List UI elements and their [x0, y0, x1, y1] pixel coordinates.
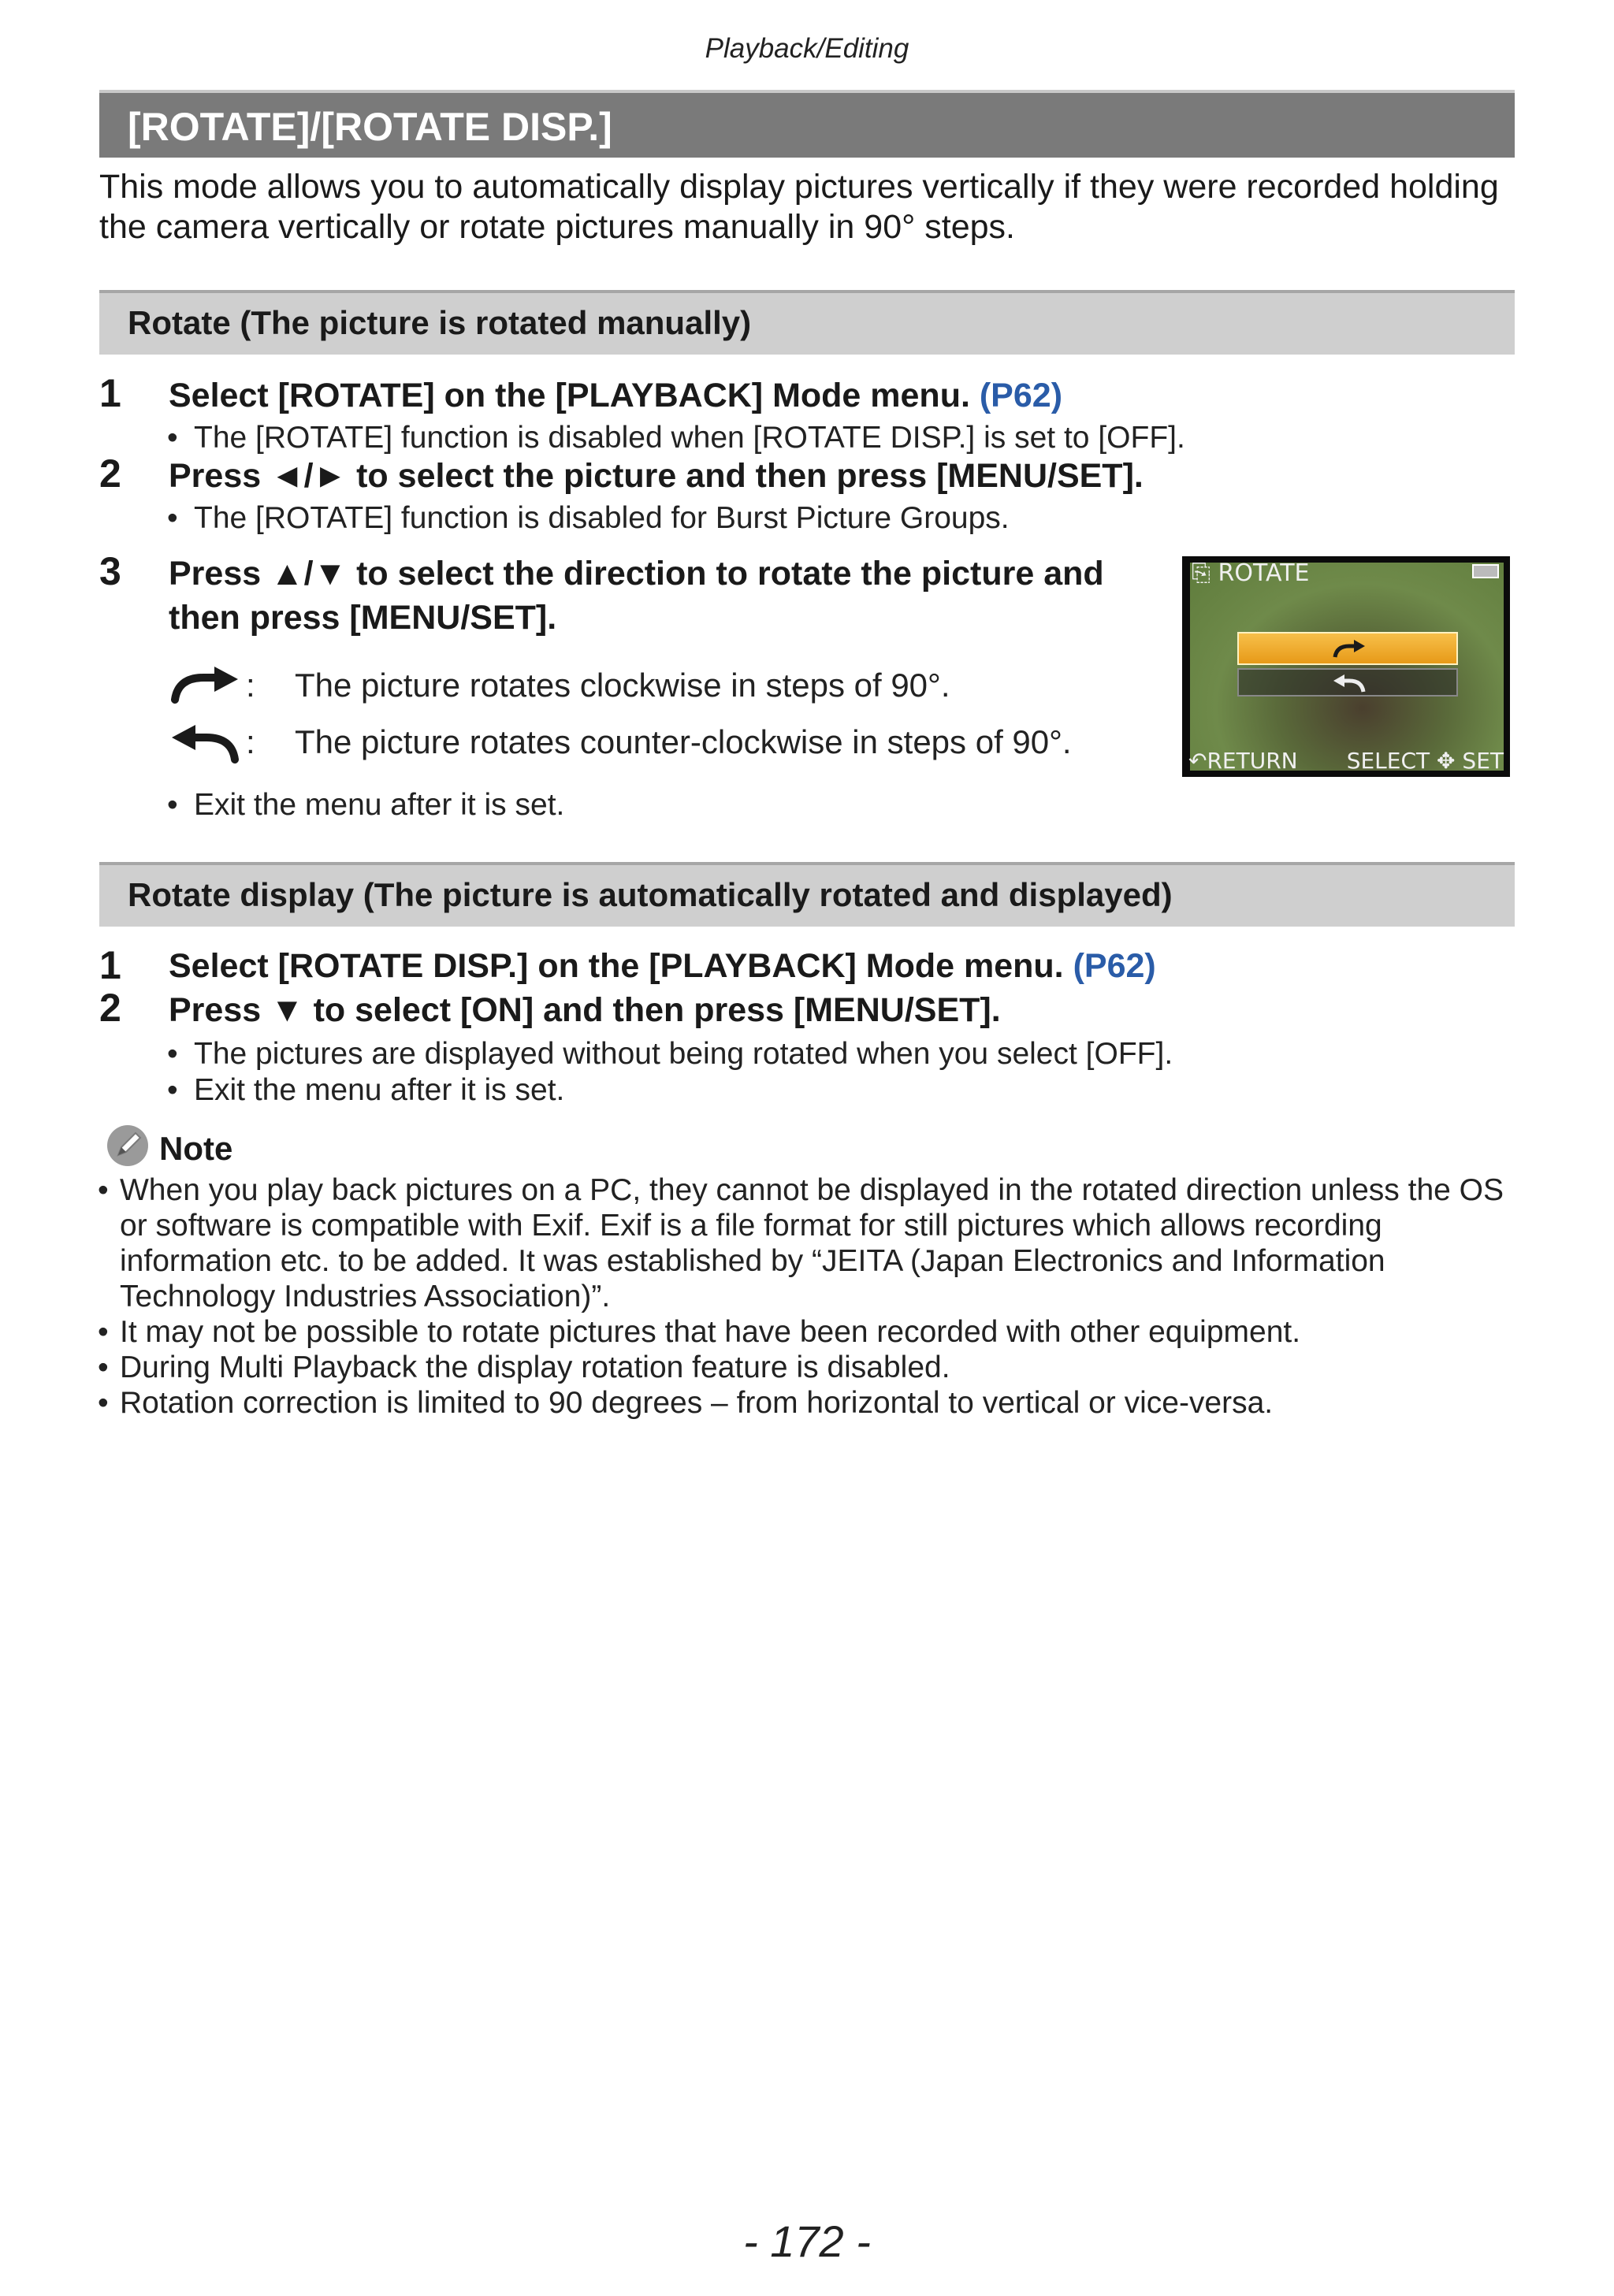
note-list: [98, 1172, 1516, 1421]
intro-paragraph: This mode allows you to automatically display pictures vertically if they were recorded holding the camera vertically or rotate pictures manually in 90° steps.: [99, 168, 1499, 246]
note-item: • During Multi Playback the display rotation feature is disabled.: [98, 1350, 950, 1384]
dpad-icon: ✥: [1437, 748, 1456, 774]
symbol-row-clockwise: : The picture rotates clockwise in steps of 90°.: [169, 667, 1177, 706]
page-number: - 172 -: [743, 2216, 871, 2266]
note-label: Note: [159, 1130, 233, 1167]
step-number: 3: [99, 549, 121, 593]
step-number: 2: [99, 451, 121, 496]
step-note: • The [ROTATE] function is disabled for Burst Picture Groups.: [167, 501, 1010, 535]
section-heading-rotate-display: [99, 862, 1515, 927]
step-instruction: Press ▲/▼ to select the direction to rotate the picture and then press [MENU/SET].: [169, 555, 1104, 637]
section-heading-rotate: [99, 290, 1515, 355]
step-instruction: Press ▼ to select [ON] and then press [MENU/SET].: [169, 991, 1001, 1029]
menu-option-counterclockwise: [1237, 668, 1458, 697]
symbol-row-counterclockwise: : The picture rotates counter-clockwise in steps of 90°.: [169, 723, 1177, 763]
step-note: • Exit the menu after it is set.: [167, 1073, 565, 1107]
page-reference-link[interactable]: (P62): [979, 377, 1063, 414]
step-instruction: Select [ROTATE DISP.] on the [PLAYBACK] Mode menu. (P62): [169, 947, 1156, 985]
menu-option-clockwise: [1237, 632, 1458, 665]
step-instruction: Select [ROTATE] on the [PLAYBACK] Mode menu. (P62): [169, 377, 1063, 414]
note-item: • Rotation correction is limited to 90 degrees – from horizontal to vertical or vice-versa.: [98, 1386, 1274, 1420]
note-item: • It may not be possible to rotate pictures that have been recorded with other equipment.: [98, 1315, 1301, 1349]
step-note: • The pictures are displayed without being rotated when you select [OFF].: [167, 1037, 1173, 1071]
step-note: • Exit the menu after it is set.: [167, 788, 565, 822]
screen-footer: ↶RETURN SELECT ✥ SET: [1188, 748, 1504, 774]
battery-icon: [1472, 564, 1499, 578]
screen-title: ⎘ ROTATE: [1192, 559, 1310, 587]
step-instruction: Press ◄/► to select the picture and then press [MENU/SET].: [169, 457, 1144, 495]
preview-photo: [1190, 563, 1504, 771]
step-note: • The [ROTATE] function is disabled when [ROTATE DISP.] is set to [OFF].: [167, 421, 1185, 455]
return-icon: ↶: [1188, 748, 1207, 774]
note-item: • When you play back pictures on a PC, they cannot be displayed in the rotated direction unless the OS or software is compatible with Exif. Exif is a file format for still pictures which allows recording information etc. to be added. It was established by “JEITA (Japan Electronics and Information Technology Industries Association)”.: [98, 1173, 1504, 1313]
section-title: Rotate (The picture is rotated manually): [128, 304, 752, 341]
page-title: [ROTATE]/[ROTATE DISP.]: [128, 105, 612, 149]
step-number: 2: [99, 986, 121, 1030]
note-pencil-icon: [106, 1124, 153, 1172]
page-title-bar: [99, 90, 1515, 158]
camera-screen-illustration: [1182, 556, 1510, 777]
step-number: 1: [99, 371, 121, 415]
step-number: 1: [99, 943, 121, 987]
page-category: Playback/Editing: [705, 33, 909, 64]
page-reference-link[interactable]: (P62): [1073, 947, 1156, 985]
section-title: Rotate display (The picture is automatically rotated and displayed): [128, 876, 1173, 913]
